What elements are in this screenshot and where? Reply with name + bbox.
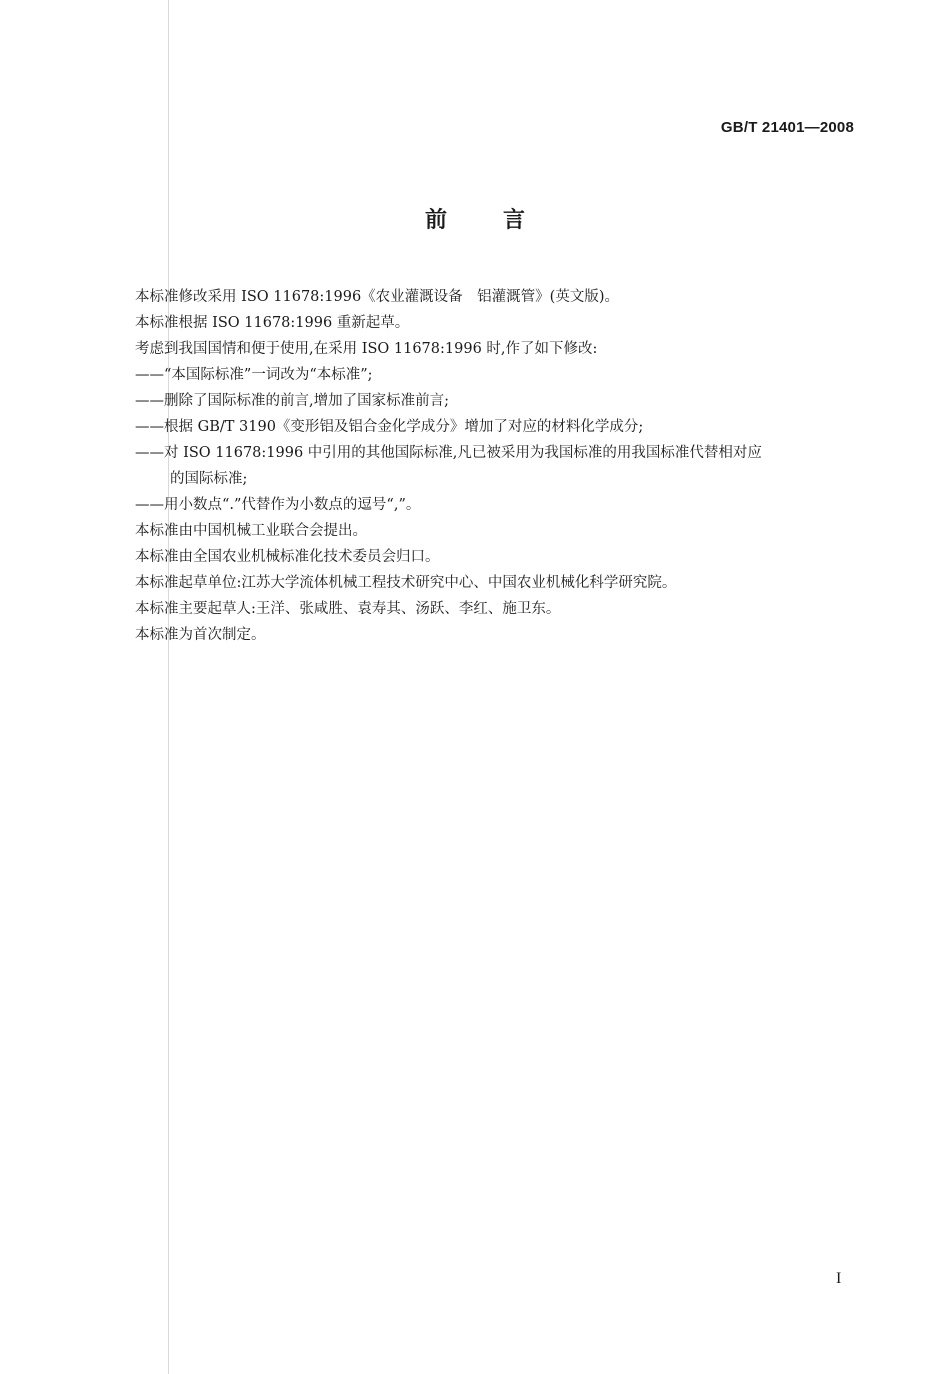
page-number: I <box>836 1270 842 1287</box>
modification-item-continuation: 的国际标准; <box>170 471 248 487</box>
modification-item: ——删除了国际标准的前言,增加了国家标准前言; <box>135 393 449 409</box>
page-title: 前言 <box>424 208 581 233</box>
paragraph-drafting-units: 本标准起草单位:江苏大学流体机械工程技术研究中心、中国农业机械化科学研究院。 <box>135 575 677 591</box>
paragraph-modifications-intro: 考虑到我国国情和便于使用,在采用 ISO 11678:1996 时,作了如下修改: <box>135 341 598 357</box>
modification-item: ——根据 GB/T 3190《变形铝及铝合金化学成分》增加了对应的材料化学成分; <box>135 419 644 435</box>
paragraph-adoption: 本标准修改采用 ISO 11678:1996《农业灌溉设备 铝灌溉管》(英文版)。 <box>135 289 619 305</box>
paragraph-first-edition: 本标准为首次制定。 <box>135 627 266 643</box>
paragraph-proposer: 本标准由中国机械工业联合会提出。 <box>135 523 367 539</box>
modification-item: ——“本国际标准”一词改为“本标准”; <box>135 367 373 383</box>
modification-item: ——对 ISO 11678:1996 中引用的其他国际标准,凡已被采用为我国标准的用我国标准代替相对应 <box>135 445 762 461</box>
paragraph-drafters: 本标准主要起草人:王洋、张咸胜、袁寿其、汤跃、李红、施卫东。 <box>135 601 561 617</box>
modification-item: ——用小数点“.”代替作为小数点的逗号“,”。 <box>135 497 421 513</box>
paragraph-redrafted: 本标准根据 ISO 11678:1996 重新起草。 <box>135 315 410 331</box>
document-code: GB/T 21401—2008 <box>720 119 854 136</box>
foreword-body <box>135 284 860 648</box>
paragraph-committee: 本标准由全国农业机械标准化技术委员会归口。 <box>135 549 440 565</box>
